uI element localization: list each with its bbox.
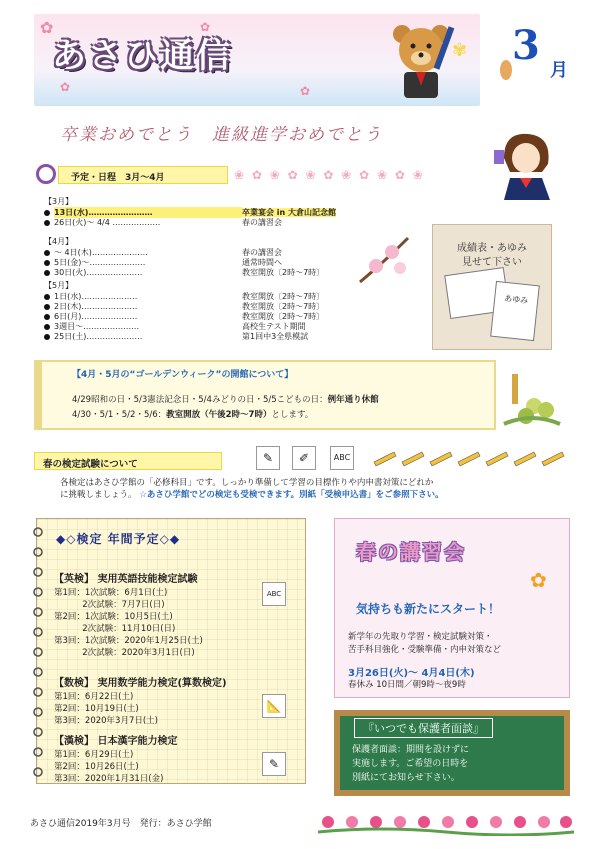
interview-line: 保護者面談：期間を設けずに — [352, 745, 470, 755]
schedule-row: 13日(水)…………………… 卒業宴会 in 大倉山記念館 — [44, 207, 336, 218]
month-number: 3 — [512, 22, 540, 69]
bullet-icon — [44, 314, 50, 320]
schedule-month-label: 【3月】 — [44, 197, 74, 206]
flower-icon: ✿ — [300, 84, 311, 98]
exam-date-line: 第3回：1次試験：2020年1月25日(土) — [54, 636, 203, 646]
spring-exams-text: 各検定はあさひ学館の「必修科目」です。しっかり準備して学習の目標作りや内申書対策にどれか — [60, 478, 434, 488]
schedule-row: 25日(土)………………… 第1回中3全県模試 — [44, 331, 308, 342]
exam-date-line: 2次試験：11月10日(日) — [54, 624, 176, 634]
bullet-icon — [44, 250, 50, 256]
student-illustration-icon — [490, 128, 560, 200]
exam-date-line: 2次試験：7月7日(日) — [54, 600, 165, 610]
schedule-row: 5日(金)～………………… 通常時間へ — [44, 257, 282, 268]
bouquet-icon: ✾ — [452, 40, 468, 61]
interview-title: 『いつでも保護者面談』 — [354, 718, 493, 738]
schedule-month-label: 【4月】 — [44, 237, 74, 246]
report-box-line: 見せて下さい — [462, 257, 522, 268]
bullet-icon — [44, 334, 50, 340]
golden-week-line: 4/29昭和の日・5/3憲法記念日・5/4みどりの日・5/5こどもの日：例年通り休館 — [72, 395, 379, 405]
clock-icon — [36, 164, 56, 184]
flower-icon: ✿ — [60, 80, 71, 94]
grape-basket-icon — [500, 372, 564, 428]
schedule-month-label: 【5月】 — [44, 281, 74, 290]
schedule-row: 3週目～………………… 高校生テスト期間 — [44, 321, 306, 332]
schedule-heading-bar — [58, 166, 228, 184]
golden-week-title: 【4月・5月の“ゴールデンウィーク”の開館について】 — [72, 370, 294, 380]
spring-exams-text: に挑戦しましょう。 ☆あさひ学館でどの検定も受検できます。別紙「受検申込書」をご参照下さい。 — [60, 490, 444, 500]
report-card-box — [432, 224, 552, 350]
graduation-message: 卒業おめでとう 進級進学おめでとう — [60, 125, 383, 145]
bullet-icon — [44, 294, 50, 300]
cherry-blossom-icon — [356, 232, 412, 288]
schedule-row: 26日(火)～ 4/4 ……………… 春の講習会 — [44, 217, 282, 228]
spring-course-line: 新学年の先取り学習・検定試験対策・ — [348, 632, 493, 642]
exam-section-heading: 【英検】 実用英語技能検定試験 — [54, 574, 198, 585]
schedule-row: 2日(木)………………… 教室開放〔2時～7時〕 — [44, 301, 324, 312]
pencils-row-icon — [372, 446, 572, 470]
exam-date-line: 第1回：1次試験：6月1日(土) — [54, 588, 168, 598]
pencil-paper-icon: ✐ — [292, 446, 316, 470]
spring-course-line: 苦手科目強化・受験準備・内申対策など — [348, 645, 502, 655]
annual-schedule-title: ◆◇検定 年間予定◇◆ — [56, 532, 181, 546]
ayumi-booklet-icon: あゆみ — [490, 281, 540, 341]
spring-course-hours: 春休み 10日間／朝9時～夜9時 — [348, 680, 466, 690]
report-box-line: 成績表・あゆみ — [457, 243, 527, 254]
petals-decoration-icon: ❀ ✿ ❀ ✿ ❀ ✿ ❀ ✿ ❀ ✿ ❀ — [234, 168, 425, 182]
tulip-border-icon — [318, 808, 574, 836]
golden-week-line: 4/30・5/1・5/2・5/6：教室開放（午後2時～7時）とします。 — [72, 410, 314, 420]
bear-mascot-icon — [386, 20, 456, 104]
spring-course-subtitle: 気持ちも新たにスタート！ — [356, 602, 501, 616]
mushroom-icon — [500, 60, 512, 80]
exam-date-line: 第3回：2020年1月31日(金) — [54, 774, 164, 784]
exam-section-heading: 【漢検】 日本漢字能力検定 — [54, 736, 178, 747]
exam-date-line: 第1回：6月22日(土) — [54, 692, 134, 702]
bullet-icon — [44, 260, 50, 266]
schedule-row: 30日(火)………………… 教室開放〔2時～7時〕 — [44, 267, 324, 278]
spring-course-title: 春の講習会 — [356, 540, 466, 564]
exam-date-line: 第3回：2020年3月7日(土) — [54, 716, 158, 726]
abc-test-icon: ABC — [262, 582, 286, 606]
bullet-icon — [44, 304, 50, 310]
exam-date-line: 第2回：10月19日(土) — [54, 704, 139, 714]
interview-line: 別紙にてお知らせ下さい。 — [352, 773, 460, 783]
schedule-row: 6日(月)………………… 教室開放〔2時～7時〕 — [44, 311, 324, 322]
notebook-rings-icon — [30, 522, 44, 784]
math-ruler-icon: 📐 — [262, 694, 286, 718]
notebook-icon: ✎ — [256, 446, 280, 470]
exam-date-line: 第2回：1次試験：10月5日(土) — [54, 612, 173, 622]
spring-course-dates: 3月26日(火)～ 4月4日(木) — [348, 668, 475, 679]
kanji-book-icon: ✎ — [262, 752, 286, 776]
bullet-icon — [44, 220, 50, 226]
spring-exams-heading: 春の検定試験について — [43, 459, 138, 470]
flower-icon: ✿ — [200, 20, 211, 34]
bullet-icon — [44, 210, 50, 216]
abc-test-icon: ABC — [330, 446, 354, 470]
flower-icon: ✿ — [530, 568, 547, 592]
newsletter-title: あさひ通信 — [52, 36, 232, 76]
schedule-row: ～ 4日(木)………………… 春の講習会 — [44, 247, 282, 258]
footer-text: あさひ通信2019年3月号 発行：あさひ学館 — [30, 819, 212, 829]
month-unit: 月 — [550, 60, 568, 81]
flower-icon: ✿ — [40, 18, 54, 37]
schedule-heading: 予定・日程 3月～4月 — [71, 173, 165, 183]
spring-exams-heading-bar — [34, 452, 222, 470]
bullet-icon — [44, 324, 50, 330]
exam-date-line: 第1回：6月29日(土) — [54, 750, 134, 760]
bullet-icon — [44, 270, 50, 276]
exam-section-heading: 【数検】 実用数学能力検定(算数検定) — [54, 678, 227, 689]
exam-date-line: 2次試験：2020年3月1日(日) — [54, 648, 195, 658]
interview-line: 実施します。ご希望の日時を — [352, 759, 469, 769]
exam-date-line: 第2回：10月26日(土) — [54, 762, 139, 772]
schedule-row: 1日(水)………………… 教室開放〔2時～7時〕 — [44, 291, 324, 302]
